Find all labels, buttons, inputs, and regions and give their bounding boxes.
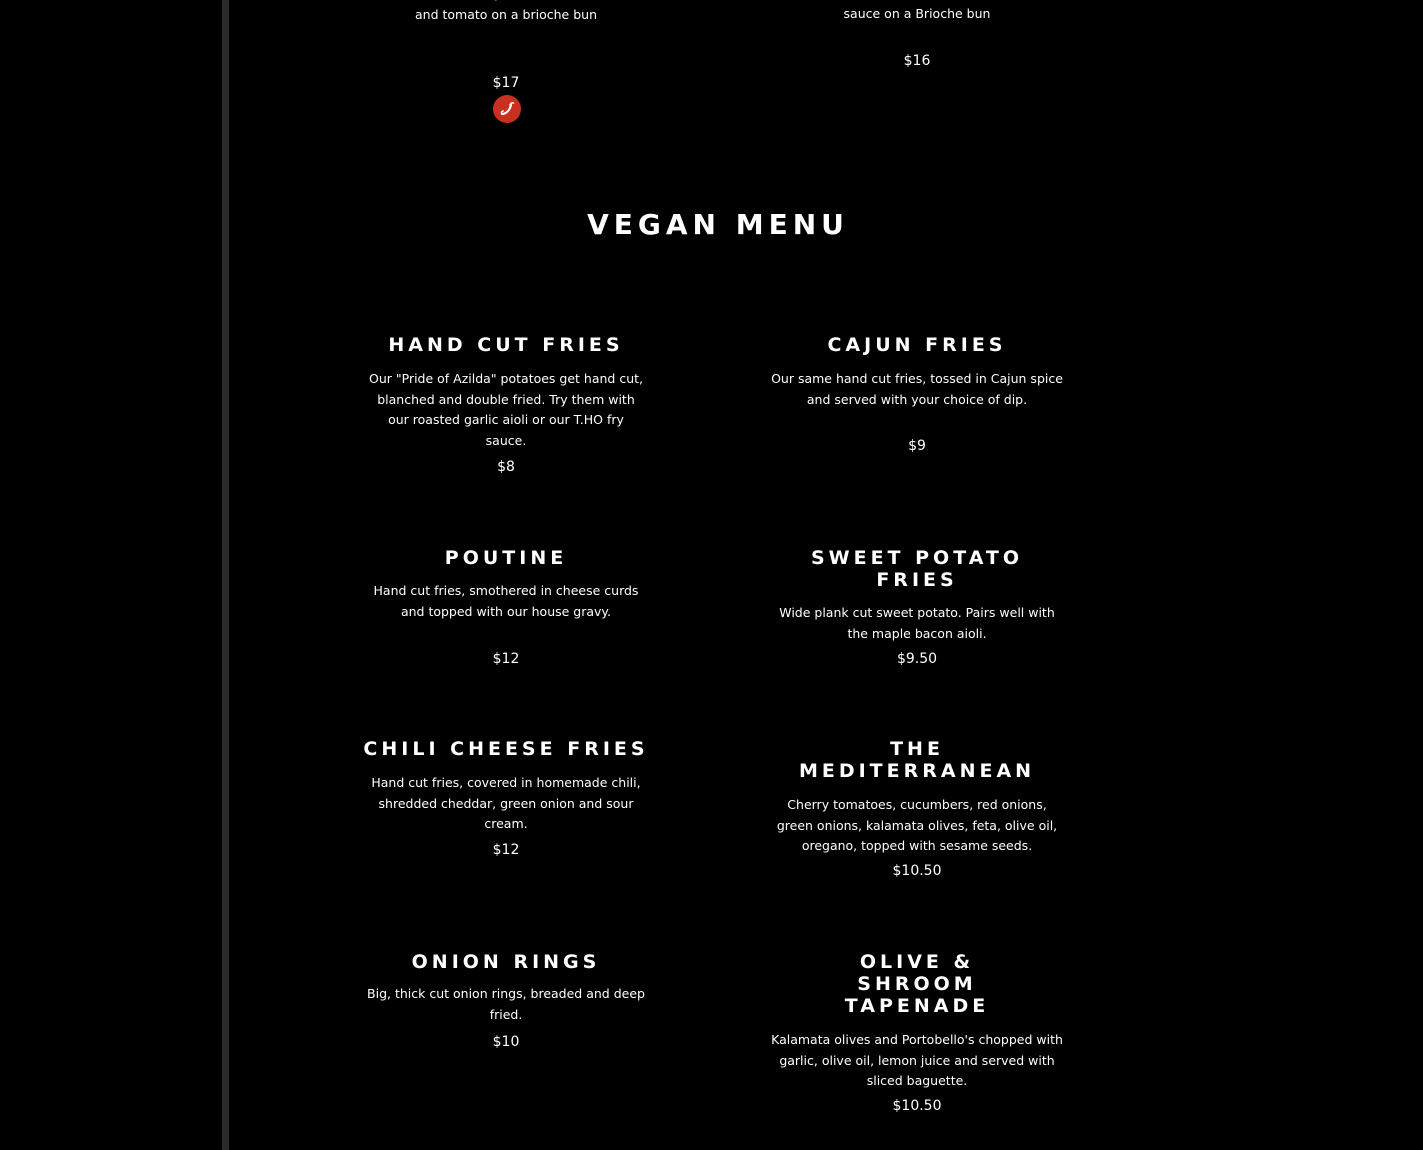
item-description: and tomato on a brioche bun (414, 6, 597, 22)
item-description: Kalamata olives and Portobello's chopped with garlic, olive oil, lemon juice and served with sliced baguette. (771, 1032, 1063, 1088)
item-description: Our same hand cut fries, tossed in Cajun spice and served with your choice of dip. (771, 371, 1063, 407)
menu-item (356, 738, 656, 868)
item-description: Wide plank cut sweet potato. Pairs well with the maple bacon aioli. (779, 605, 1055, 641)
item-price: $10 (492, 1034, 520, 1050)
left-side-bar (222, 0, 229, 1150)
item-price: $10.50 (892, 1098, 942, 1114)
item-description: Hand cut fries, smothered in cheese curds and topped with our house gravy. (373, 583, 639, 619)
top-item-right (767, 4, 1067, 84)
item-price: $16 (903, 53, 931, 69)
item-price: $9 (908, 438, 926, 454)
menu-item (356, 951, 656, 1061)
section-title: VEGAN MENU (587, 208, 849, 241)
item-title: CAJUN FRIES (827, 334, 1007, 356)
item-price: $12 (492, 842, 520, 858)
item-title: HAND CUT FRIES (388, 334, 624, 356)
item-title: CHILI CHEESE FRIES (363, 738, 649, 760)
item-price: $9.50 (896, 651, 938, 667)
item-price: $17 (492, 75, 520, 91)
item-title: OLIVE & SHROOM TAPENADE (844, 951, 990, 1017)
item-title: THE MEDITERRANEAN (798, 738, 1036, 782)
menu-item (767, 334, 1067, 484)
menu-item (767, 738, 1067, 888)
item-title: SWEET POTATO FRIES (810, 547, 1024, 591)
menu-item (767, 951, 1067, 1121)
item-description: Hand cut fries, covered in homemade chili, shredded cheddar, green onion and sour cream. (371, 775, 641, 831)
item-description: Our "Pride of Azilda" potatoes get hand cut, blanched and double fried. Try them with our roasted garlic aioli or our T.HO fry sauce. (369, 371, 643, 448)
item-price: $12 (492, 651, 520, 667)
item-title: ONION RINGS (411, 951, 601, 973)
item-price: $8 (497, 459, 515, 475)
item-description: Cherry tomatoes, cucumbers, red onions, green onions, kalamata olives, feta, olive oil, oregano, topped with sesame seeds. (776, 797, 1058, 853)
item-description: sauce on a Brioche bun (843, 6, 991, 21)
chili-pepper-icon (493, 95, 521, 123)
top-item-left (356, 0, 656, 144)
menu-item (767, 547, 1067, 677)
menu-item (356, 334, 656, 484)
item-description: Big, thick cut onion rings, breaded and deep fried. (367, 986, 645, 1022)
item-title: POUTINE (444, 547, 568, 569)
menu-item (356, 547, 656, 677)
item-price: $10.50 (892, 863, 942, 879)
